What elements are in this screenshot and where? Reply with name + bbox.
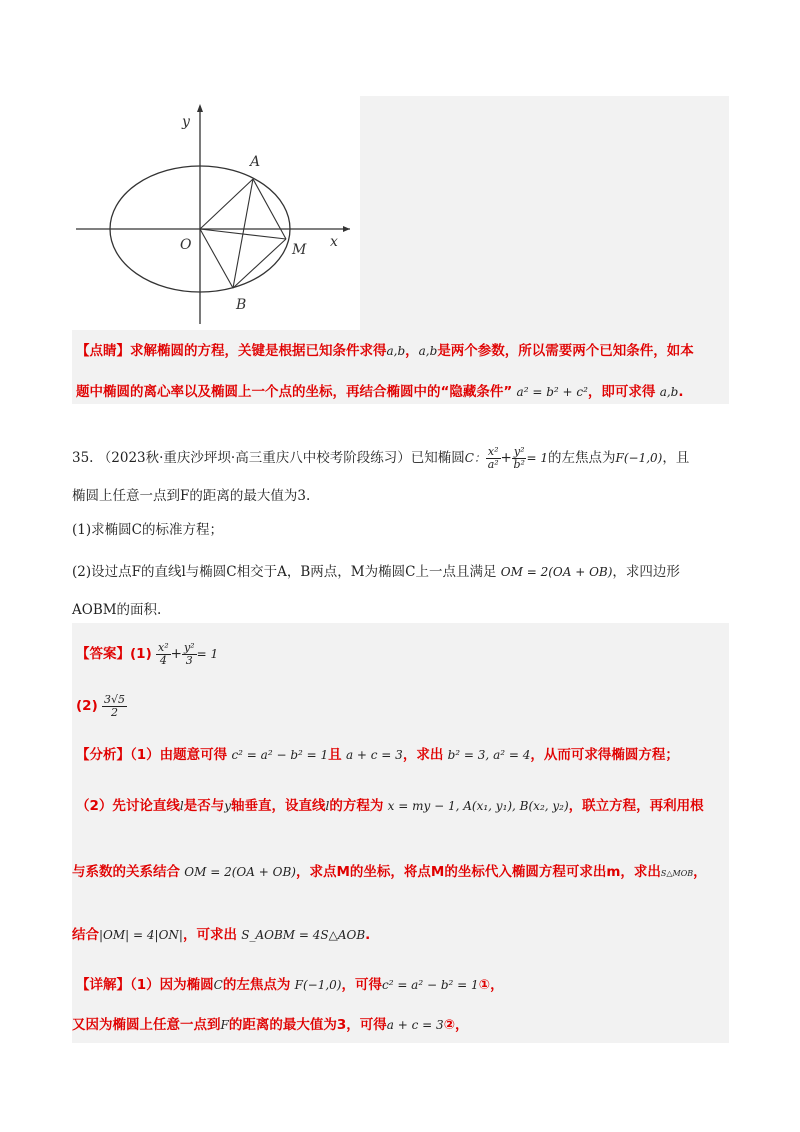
- tip-text: 求解椭圆的方程，关键是根据已知条件求得: [130, 343, 387, 359]
- analysis-math: l: [179, 799, 184, 813]
- eq-frac-y: $\frac{\text{y²}}{\text{b²}}$: [513, 445, 525, 471]
- analysis-line-4: [72, 925, 370, 945]
- analysis-text: （2）先讨论直线: [76, 798, 180, 814]
- ellipse-diagram: [72, 96, 360, 330]
- point-a-label: A: [250, 154, 261, 170]
- detail-math: a + c = 3: [386, 1018, 444, 1032]
- tip-tag: 【点睛】: [76, 343, 130, 359]
- analysis-math: l: [325, 799, 330, 813]
- analysis-line-2: [76, 796, 704, 816]
- analysis-math: a + c = 3: [345, 748, 403, 762]
- analysis-math: y: [224, 799, 232, 813]
- segment-ob: [200, 229, 233, 288]
- answer-frac-y: $\frac{\text{y²}}{3}$: [183, 641, 195, 667]
- problem-source: （2023秋·重庆沙坪坝·高三重庆八中校考阶段练习）已知椭圆: [97, 450, 465, 466]
- answer-tag: 【答案】: [76, 646, 130, 662]
- segment-am: [253, 179, 286, 239]
- problem-line-1: 35. （2023秋·重庆沙坪坝·高三重庆八中校考阶段练习）已知椭圆C： $\frac{\text{x²}}{\text{a²}}$ + $\frac{\text{y²}}{\text{b²}}$ = 1的左焦点为F(−1,0)，且: [72, 445, 690, 471]
- tip-math: a,b: [659, 385, 679, 399]
- answer-line-1: 【答案】(1) $\frac{\text{x²}}{4}$ + $\frac{\text{y²}}{3}$ = 1: [76, 641, 219, 667]
- problem-line-2: 椭圆上任意一点到F的距离的最大值为3.: [72, 488, 311, 504]
- tip-math: a,b: [386, 344, 406, 358]
- detail-math: c² = a² − b² = 1: [381, 978, 479, 992]
- point-b-label: B: [236, 297, 247, 313]
- analysis-text: ，从而可求得椭圆方程；: [530, 747, 679, 763]
- tip-text: .: [678, 384, 684, 400]
- detail-text: （1）因为椭圆: [130, 977, 214, 993]
- point-m-label: M: [292, 242, 307, 258]
- analysis-text: ，联立方程，再利用根: [568, 798, 704, 814]
- problem-math: = 1: [526, 451, 548, 465]
- analysis-tag: 【分析】: [76, 747, 130, 763]
- tip-line-1: [76, 341, 694, 361]
- analysis-text: ，可求出: [182, 927, 237, 943]
- origin-label: O: [180, 237, 192, 253]
- answer-text: (2): [76, 698, 98, 714]
- tip-math: a,b: [418, 344, 438, 358]
- analysis-text: 与系数的关系结合: [72, 864, 180, 880]
- answer-line-2: [76, 694, 127, 719]
- analysis-text: （1）由题意可得: [130, 747, 228, 763]
- analysis-math: x = my − 1, A(x₁, y₁), B(x₂, y₂): [387, 799, 569, 813]
- answer-frac-x: $\frac{\text{x²}}{4}$: [158, 641, 169, 667]
- problem-math: C：: [464, 451, 486, 465]
- analysis-text: 是否与: [183, 798, 225, 814]
- answer-math: = 1: [196, 647, 219, 661]
- y-label: y: [182, 114, 190, 130]
- detail-line-2: [72, 1015, 469, 1035]
- analysis-math: c² = a² − b² = 1: [231, 748, 329, 762]
- problem-number: 35.: [72, 450, 94, 466]
- analysis-line-3: [72, 862, 707, 884]
- analysis-math: |OM| = 4|ON|: [99, 928, 183, 942]
- tip-text: 题中椭圆的离心率以及椭圆上一个点的坐标，再结合椭圆中的“隐藏条件”: [76, 384, 513, 400]
- detail-text: 又因为椭圆上任意一点到: [72, 1017, 221, 1033]
- detail-tag: 【详解】: [76, 977, 130, 993]
- problem-math: F(−1,0): [615, 451, 663, 465]
- tip-line-2: [76, 382, 684, 402]
- analysis-text: 的方程为: [329, 798, 384, 814]
- problem-text: ，且: [662, 450, 690, 466]
- analysis-text: 且: [328, 747, 342, 763]
- detail-text: ，可得: [341, 977, 382, 993]
- ellipse-figure: [72, 96, 360, 330]
- problem-math: OM = 2(OA + OB): [500, 565, 613, 579]
- detail-text: 的左焦点为: [222, 977, 291, 993]
- detail-line-1: [76, 975, 504, 995]
- detail-text: ②，: [443, 1017, 469, 1033]
- analysis-text: .: [365, 927, 371, 943]
- tip-math: a² = b² + c²: [516, 385, 588, 399]
- analysis-text: 结合: [72, 927, 99, 943]
- problem-text: ，求四边形: [612, 564, 680, 580]
- eq-frac-x: $\frac{\text{x²}}{\text{a²}}$: [487, 445, 499, 471]
- analysis-math: S△MOB: [660, 869, 694, 878]
- x-label: x: [330, 234, 338, 250]
- problem-q1: (1)求椭圆C的标准方程；: [72, 522, 223, 538]
- analysis-math: b² = 3, a² = 4: [447, 748, 531, 762]
- detail-text: 的距离的最大值为3，可得: [228, 1017, 387, 1033]
- problem-q2-line2: AOBM的面积.: [72, 602, 162, 618]
- analysis-text: 轴垂直，设直线: [231, 798, 326, 814]
- detail-math: F(−1,0): [294, 978, 342, 992]
- detail-text: ①，: [478, 977, 504, 993]
- tip-text: 是两个参数，所以需要两个已知条件，如本: [437, 343, 694, 359]
- tip-text: ，: [405, 343, 419, 359]
- analysis-math: S_AOBM = 4S△AOB: [241, 928, 366, 942]
- detail-math: C: [213, 978, 223, 992]
- answer-frac-2: $\frac{3√5}{2}$: [104, 693, 126, 719]
- problem-q2: [72, 562, 680, 582]
- analysis-text: ，: [693, 864, 707, 880]
- analysis-math: OM = 2(OA + OB): [184, 865, 296, 879]
- detail-math: F: [220, 1018, 229, 1032]
- answer-text: (1): [130, 646, 152, 662]
- tip-text: ，即可求得: [587, 384, 656, 400]
- problem-text: 的左焦点为: [548, 450, 616, 466]
- analysis-text: ，求出: [402, 747, 444, 763]
- analysis-line-1: [76, 745, 679, 765]
- problem-text: (2)设过点F的直线l与椭圆C相交于A，B两点，M为椭圆C上一点且满足: [72, 564, 497, 580]
- analysis-text: ，求点M的坐标，将点M的坐标代入椭圆方程可求出m，求出: [295, 864, 661, 880]
